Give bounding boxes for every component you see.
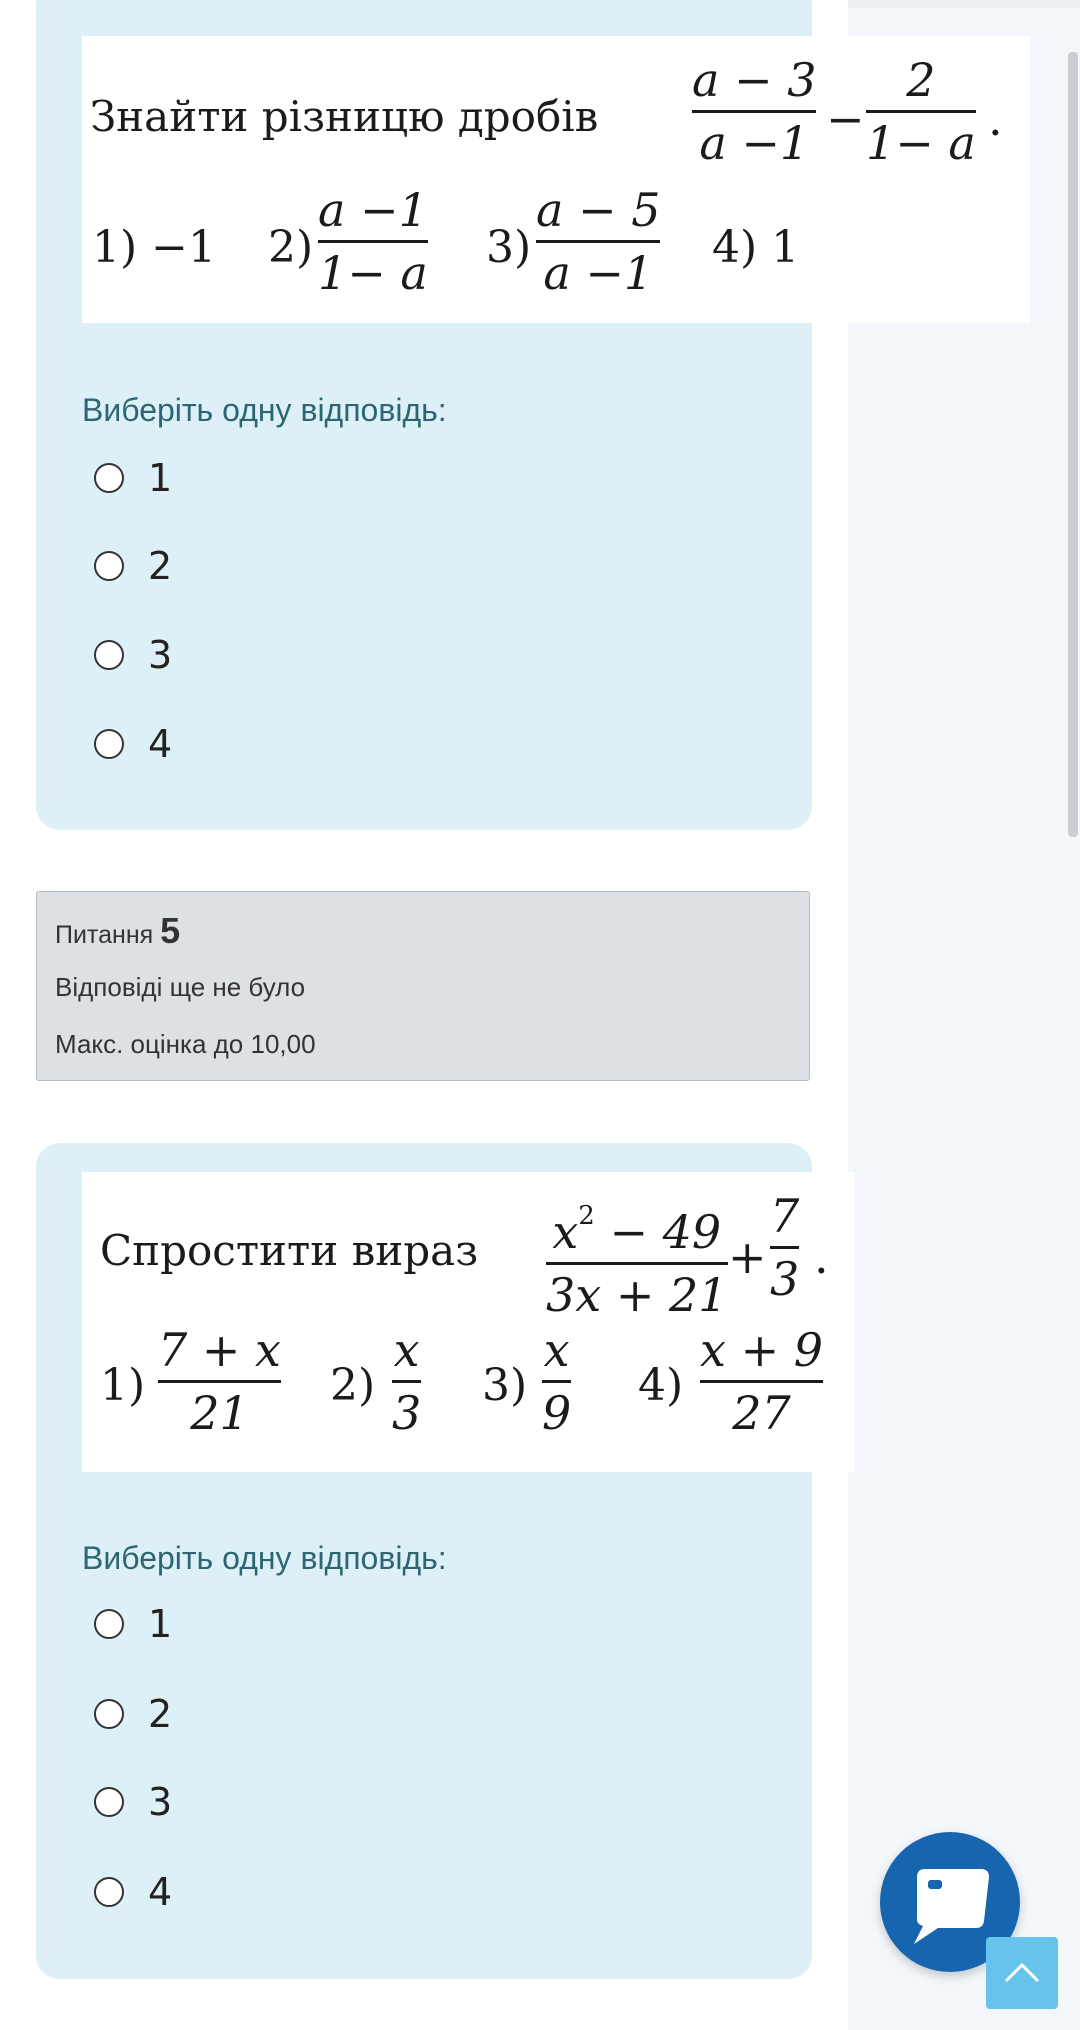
option-3[interactable] — [94, 631, 172, 679]
answer-choice-4-fraction — [700, 1320, 823, 1443]
radio-button[interactable] — [94, 1877, 124, 1907]
answer-choice-4-label: 4) — [638, 1360, 684, 1411]
period: . — [814, 1230, 829, 1284]
question-max-mark: Макс. оцінка до 10,00 — [55, 1029, 316, 1059]
radio-button[interactable] — [94, 551, 124, 581]
period: . — [988, 92, 1003, 146]
answer-choice-3-label: 3) — [482, 1360, 528, 1411]
radio-button[interactable] — [94, 729, 124, 759]
fraction-denominator: 21 — [190, 1386, 249, 1440]
option-4[interactable] — [94, 1868, 172, 1916]
option-label: 3 — [148, 633, 173, 677]
question-number: 5 — [160, 910, 181, 951]
fraction-denominator: 1− a — [866, 116, 976, 170]
fraction-denominator: a −1 — [543, 246, 654, 300]
option-4[interactable] — [94, 720, 172, 768]
answer-prompt: Виберіть одну відповідь: — [82, 392, 447, 428]
answer-choice-3-fraction — [542, 1320, 571, 1443]
question-5-fraction-1 — [546, 1186, 728, 1325]
question-status: Відповіді ще не було — [55, 972, 306, 1002]
fraction-numerator: a −1 — [318, 183, 428, 237]
fraction-denominator: 3 — [770, 1252, 800, 1306]
answer-choice-2-fraction — [392, 1320, 421, 1443]
answer-choice-1-label: 1) — [100, 1360, 146, 1411]
answer-choice-2-label: 2) — [330, 1360, 376, 1411]
fraction-numerator: x + 9 — [700, 1323, 823, 1377]
numerator-rest: − 49 — [594, 1205, 722, 1259]
scroll-top-button[interactable] — [986, 1937, 1058, 2009]
fraction-numerator: 2 — [906, 53, 936, 107]
option-2[interactable] — [94, 542, 172, 590]
fraction-numerator: x — [393, 1323, 420, 1377]
fraction-denominator: 1− a — [318, 246, 428, 300]
answer-choice-2-fraction — [318, 180, 428, 303]
answer-choice-1-fraction — [158, 1320, 281, 1443]
fraction-denominator: 27 — [732, 1386, 791, 1440]
question-5-text: Спростити вираз — [100, 1226, 479, 1275]
scrollbar[interactable] — [1068, 52, 1078, 837]
fraction-numerator: a − 3 — [692, 53, 817, 107]
fraction-denominator: a −1 — [699, 116, 810, 170]
radio-button[interactable] — [94, 640, 124, 670]
radio-button[interactable] — [94, 1787, 124, 1817]
plus-sign: + — [728, 1230, 767, 1284]
question-4-fraction-2 — [866, 50, 976, 173]
fraction-numerator: x — [543, 1323, 570, 1377]
radio-button[interactable] — [94, 1699, 124, 1729]
question-4-text: Знайти різницю дробів — [90, 92, 599, 141]
option-label: 4 — [148, 722, 173, 766]
fraction-denominator: 9 — [542, 1386, 572, 1440]
answer-choice-3-label: 3) — [486, 222, 532, 273]
radio-button[interactable] — [94, 463, 124, 493]
fraction-denominator: 3 — [392, 1386, 422, 1440]
minus-sign: − — [826, 92, 865, 146]
question-5-fraction-2 — [770, 1186, 799, 1309]
option-label: 2 — [148, 544, 173, 588]
answer-prompt: Виберіть одну відповідь: — [82, 1540, 447, 1576]
option-1[interactable] — [94, 1600, 172, 1648]
option-label: 4 — [148, 1870, 173, 1914]
answer-choice-1: 1) −1 — [92, 222, 217, 273]
question-title — [55, 910, 180, 952]
radio-button[interactable] — [94, 1609, 124, 1639]
numerator-base: x — [552, 1205, 579, 1259]
option-1[interactable] — [94, 454, 172, 502]
answer-choice-3-fraction — [536, 180, 660, 303]
option-3[interactable] — [94, 1778, 172, 1826]
answer-choice-4: 4) 1 — [712, 222, 800, 273]
option-label: 3 — [148, 1780, 173, 1824]
chevron-up-icon — [986, 1937, 1058, 2009]
question-5-image — [82, 1172, 855, 1472]
fraction-numerator — [552, 1186, 721, 1262]
question-4-image — [82, 36, 1030, 323]
fraction-numerator: a − 5 — [536, 183, 661, 237]
numerator-exponent: 2 — [578, 1201, 595, 1231]
answer-choice-2-label: 2) — [268, 222, 314, 273]
fraction-denominator: 3x + 21 — [546, 1268, 728, 1322]
option-label: 2 — [148, 1692, 173, 1736]
question-title-prefix: Питання — [55, 921, 154, 949]
option-label: 1 — [148, 1602, 173, 1646]
option-label: 1 — [148, 456, 173, 500]
question-info-box — [36, 891, 810, 1081]
option-2[interactable] — [94, 1690, 172, 1738]
fraction-numerator: 7 + x — [158, 1323, 281, 1377]
fraction-numerator: 7 — [770, 1189, 800, 1243]
question-4-fraction-1 — [692, 50, 816, 173]
